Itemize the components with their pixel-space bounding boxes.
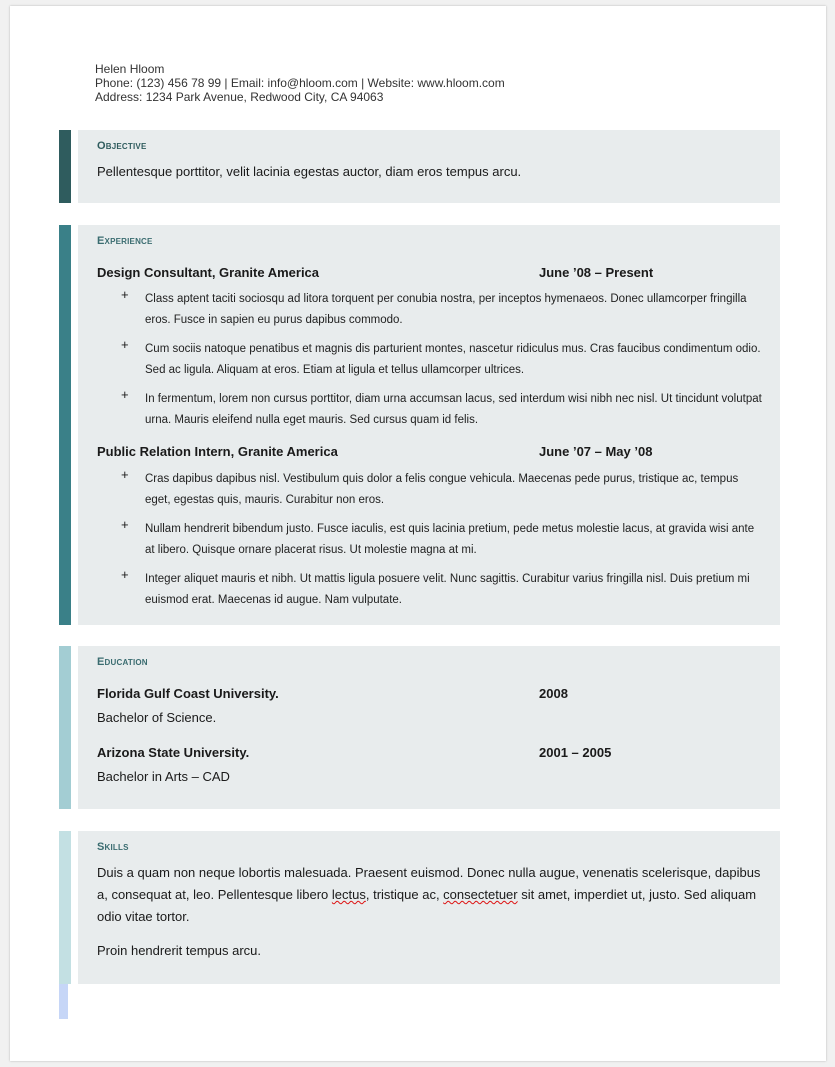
skills-paragraph[interactable]	[97, 862, 767, 928]
bullet-text: Cum sociis natoque penatibus et magnis dis parturient montes, nascetur ridiculus mus. Cras faucibus condimentum odio. Sed ac ligula. Aliquam at eros. Etiam at ligula et tellus ullamcorper ultrices.	[145, 343, 761, 376]
skills-paragraph[interactable]: Proin hendrerit tempus arcu.	[97, 943, 262, 958]
experience-accent-bar	[59, 225, 71, 625]
skills-accent-bar	[59, 831, 71, 984]
job-title[interactable]: Public Relation Intern, Granite America	[97, 444, 338, 459]
bullet-text: Class aptent taciti sociosqu ad litora torquent per conubia nostra, per inceptos hymenaeos. Donec ullamcorper fringilla eros. Fusce in sapien eu purus dapibus commodo.	[145, 293, 747, 326]
spellcheck-word[interactable]: lectus	[331, 887, 366, 902]
school-dates[interactable]: 2001 – 2005	[539, 745, 612, 760]
degree[interactable]: Bachelor of Science.	[97, 710, 217, 725]
experience-title: Experience	[97, 235, 153, 247]
person-name[interactable]: Helen Hloom	[95, 62, 165, 76]
bullet-text: In fermentum, lorem non cursus porttitor, diam urna accumsan lacus, sed interdum wisi nibh nec nisl. Ut tincidunt volutpat urna. Mauris eleifend nulla eget mauris. Sed cursus quam id felis.	[145, 393, 762, 426]
objective-text[interactable]: Pellentesque porttitor, velit lacinia egestas auctor, diam eros tempus arcu.	[97, 164, 522, 179]
plus-bullet-icon: +	[121, 467, 129, 482]
address-line[interactable]: Address: 1234 Park Avenue, Redwood City, CA 94063	[95, 90, 384, 104]
education-accent-bar	[59, 646, 71, 809]
skills-section	[78, 831, 780, 984]
education-title: Education	[97, 656, 148, 668]
objective-title: Objective	[97, 140, 147, 152]
plus-bullet-icon: +	[121, 517, 129, 532]
objective-accent-bar	[59, 130, 71, 203]
contact-header	[95, 62, 505, 104]
bullet-text: Cras dapibus dapibus nisl. Vestibulum quis dolor a felis congue vehicula. Maecenas pede purus, tristique ac, tempus eget, egestas quis, mauris. Curabitur non eros.	[145, 473, 739, 506]
experience-section	[78, 225, 780, 625]
school-name[interactable]: Florida Gulf Coast University.	[97, 686, 279, 701]
skills-text: Duis a quam non neque lobortis malesuada. Praesent euismod. Donec nulla augue, venenatis scelerisque, dapibus a, consequat at, leo. Pellentesque libero	[97, 865, 761, 902]
school-dates[interactable]: 2008	[539, 686, 568, 701]
school-name[interactable]: Arizona State University.	[97, 745, 250, 760]
job-title[interactable]: Design Consultant, Granite America	[97, 265, 320, 280]
degree[interactable]: Bachelor in Arts – CAD	[97, 769, 230, 784]
plus-bullet-icon: +	[121, 287, 129, 302]
bullet-text: Integer aliquet mauris et nibh. Ut mattis ligula posuere velit. Nunc sagittis. Curabitur varius fringilla nisl. Duis pretium mi euismod erat. Maecenas id augue. Nam vulputate.	[145, 573, 750, 606]
education-section	[78, 646, 780, 809]
plus-bullet-icon: +	[121, 567, 129, 582]
job-dates[interactable]: June ’08 – Present	[539, 265, 654, 280]
objective-section	[78, 130, 780, 203]
bullet-text: Nullam hendrerit bibendum justo. Fusce iaculis, est quis lacinia pretium, pede metus molestie lacus, at gravida wisi ante at libero. Quisque ornare placerat risus. Ut molestie magna at mi.	[145, 523, 755, 556]
skills-accent-bar-tail	[59, 984, 68, 1019]
plus-bullet-icon: +	[121, 337, 129, 352]
skills-title: Skills	[97, 841, 129, 853]
plus-bullet-icon: +	[121, 387, 129, 402]
contact-line[interactable]: Phone: (123) 456 78 99 | Email: info@hloom.com | Website: www.hloom.com	[95, 76, 505, 90]
job-dates[interactable]: June ’07 – May ’08	[539, 444, 653, 459]
spellcheck-word[interactable]: consectetuer	[443, 887, 518, 902]
skills-text: , tristique ac,	[365, 887, 444, 902]
skills-text: sit amet, imperdiet ut, justo. Sed aliquam odio vitae tortor.	[97, 887, 757, 924]
resume-page	[10, 6, 826, 1061]
